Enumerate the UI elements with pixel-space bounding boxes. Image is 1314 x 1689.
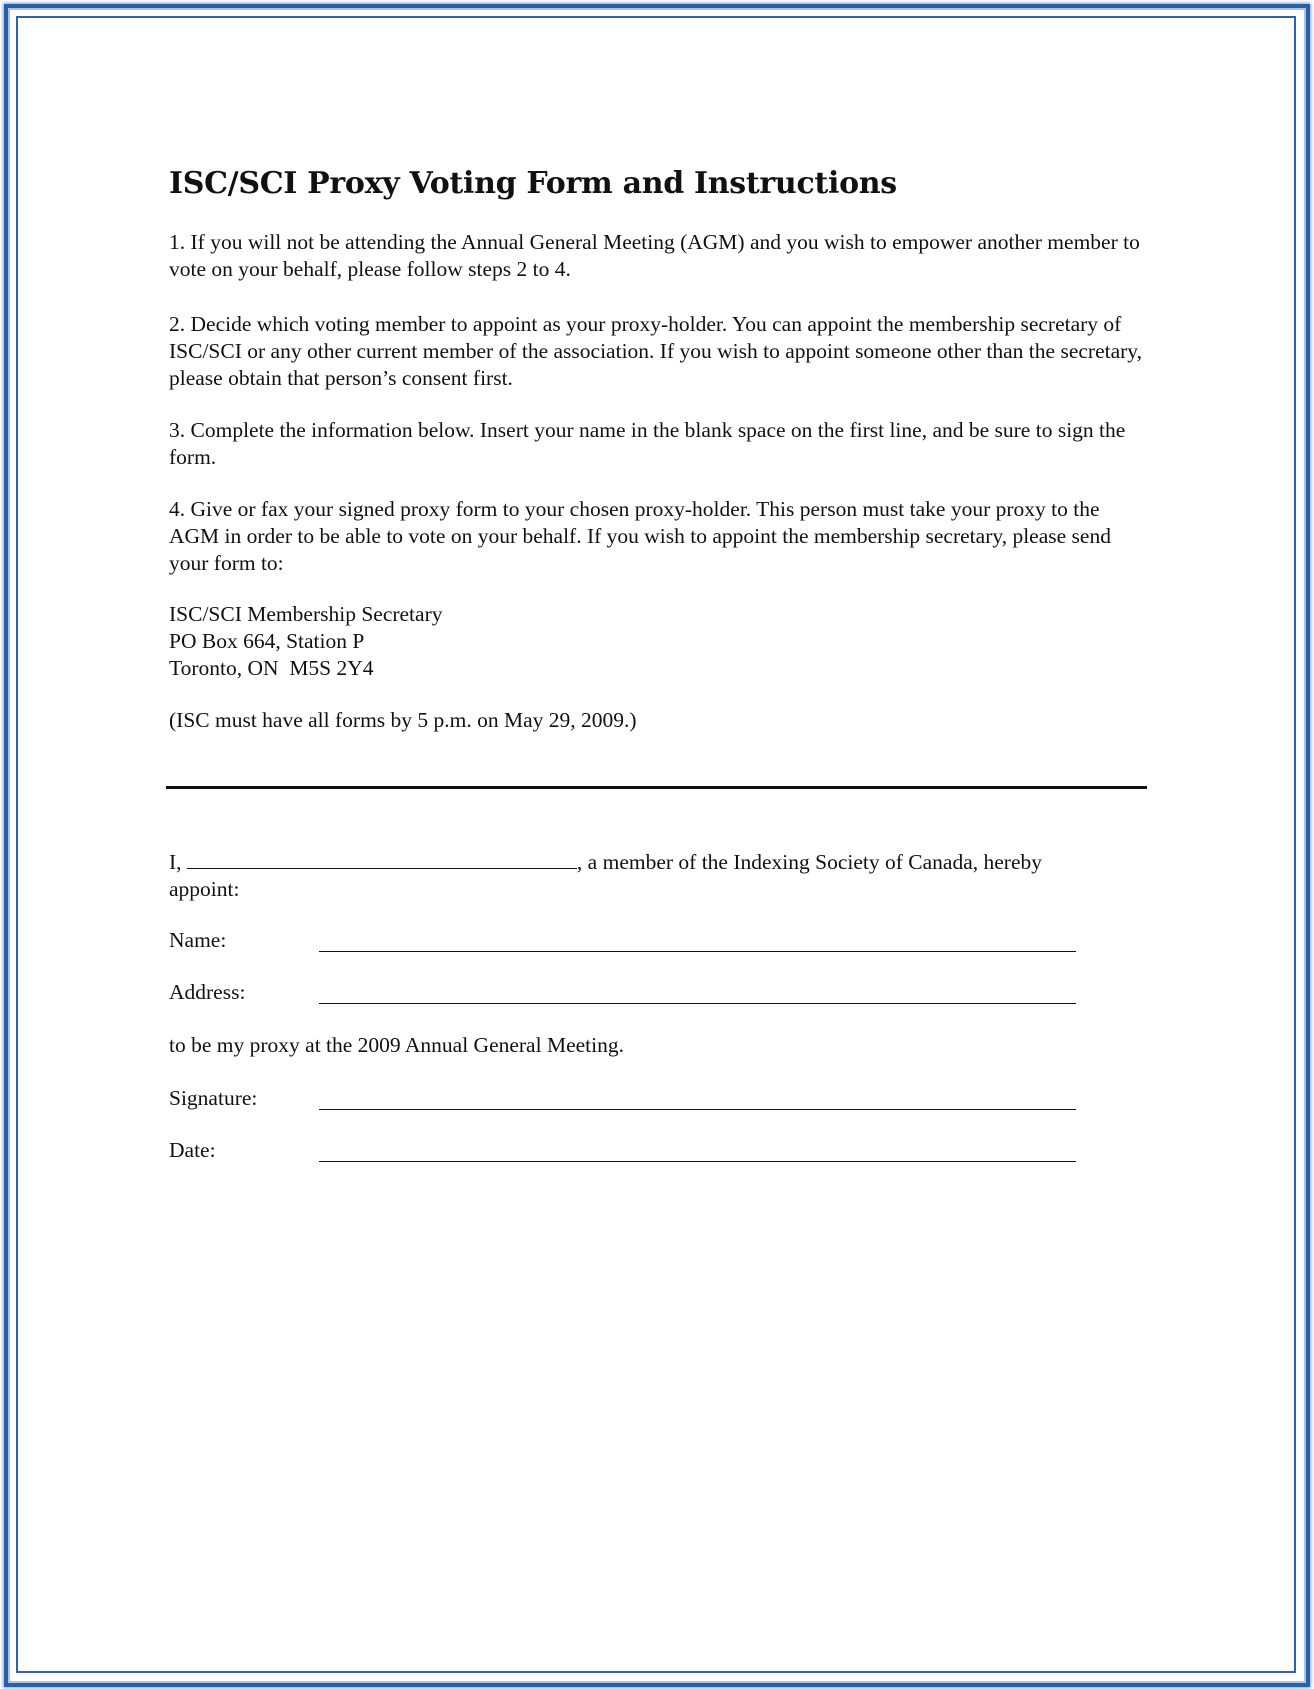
- address-line-2: PO Box 664, Station P: [169, 629, 365, 653]
- address-line-1: ISC/SCI Membership Secretary: [169, 602, 443, 626]
- mailing-address: [169, 601, 1149, 682]
- page-title: ISC/SCI Proxy Voting Form and Instructions: [169, 166, 897, 201]
- name-label: Name:: [169, 928, 227, 952]
- appointment-prefix: I,: [169, 850, 182, 874]
- appointment-statement: [169, 848, 1089, 903]
- date-line[interactable]: [319, 1161, 1076, 1162]
- address-line-3: Toronto, ON M5S 2Y4: [169, 656, 374, 680]
- section-divider: [166, 786, 1147, 789]
- instruction-step-1: 1. If you will not be attending the Annual General Meeting (AGM) and you wish to empower another member to vote on your behalf, please follow steps 2 to 4.: [169, 230, 1140, 281]
- signature-label: Signature:: [169, 1086, 258, 1110]
- instruction-step-3: 3. Complete the information below. Insert your name in the blank space on the first line, and be sure to sign the form.: [169, 418, 1126, 469]
- date-label: Date:: [169, 1138, 216, 1162]
- deadline-note: (ISC must have all forms by 5 p.m. on May 29, 2009.): [169, 708, 637, 732]
- proxy-address-line[interactable]: [319, 1003, 1076, 1004]
- signature-line[interactable]: [319, 1109, 1076, 1110]
- appointment-suffix: , a member of the Indexing Society of Canada, hereby appoint:: [169, 850, 1042, 901]
- instruction-step-2: 2. Decide which voting member to appoint as your proxy-holder. You can appoint the membership secretary of ISC/SCI or any other current member of the association. If you wish to appoint someone other than the secretary, please obtain that person’s consent first.: [169, 312, 1143, 390]
- member-name-blank[interactable]: [187, 848, 577, 869]
- address-label: Address:: [169, 980, 246, 1004]
- proxy-statement: to be my proxy at the 2009 Annual General Meeting.: [169, 1033, 624, 1057]
- proxy-name-line[interactable]: [319, 951, 1076, 952]
- instruction-step-4: 4. Give or fax your signed proxy form to your chosen proxy-holder. This person must take your proxy to the AGM in order to be able to vote on your behalf. If you wish to appoint the membership secretary, please send your form to:: [169, 497, 1111, 575]
